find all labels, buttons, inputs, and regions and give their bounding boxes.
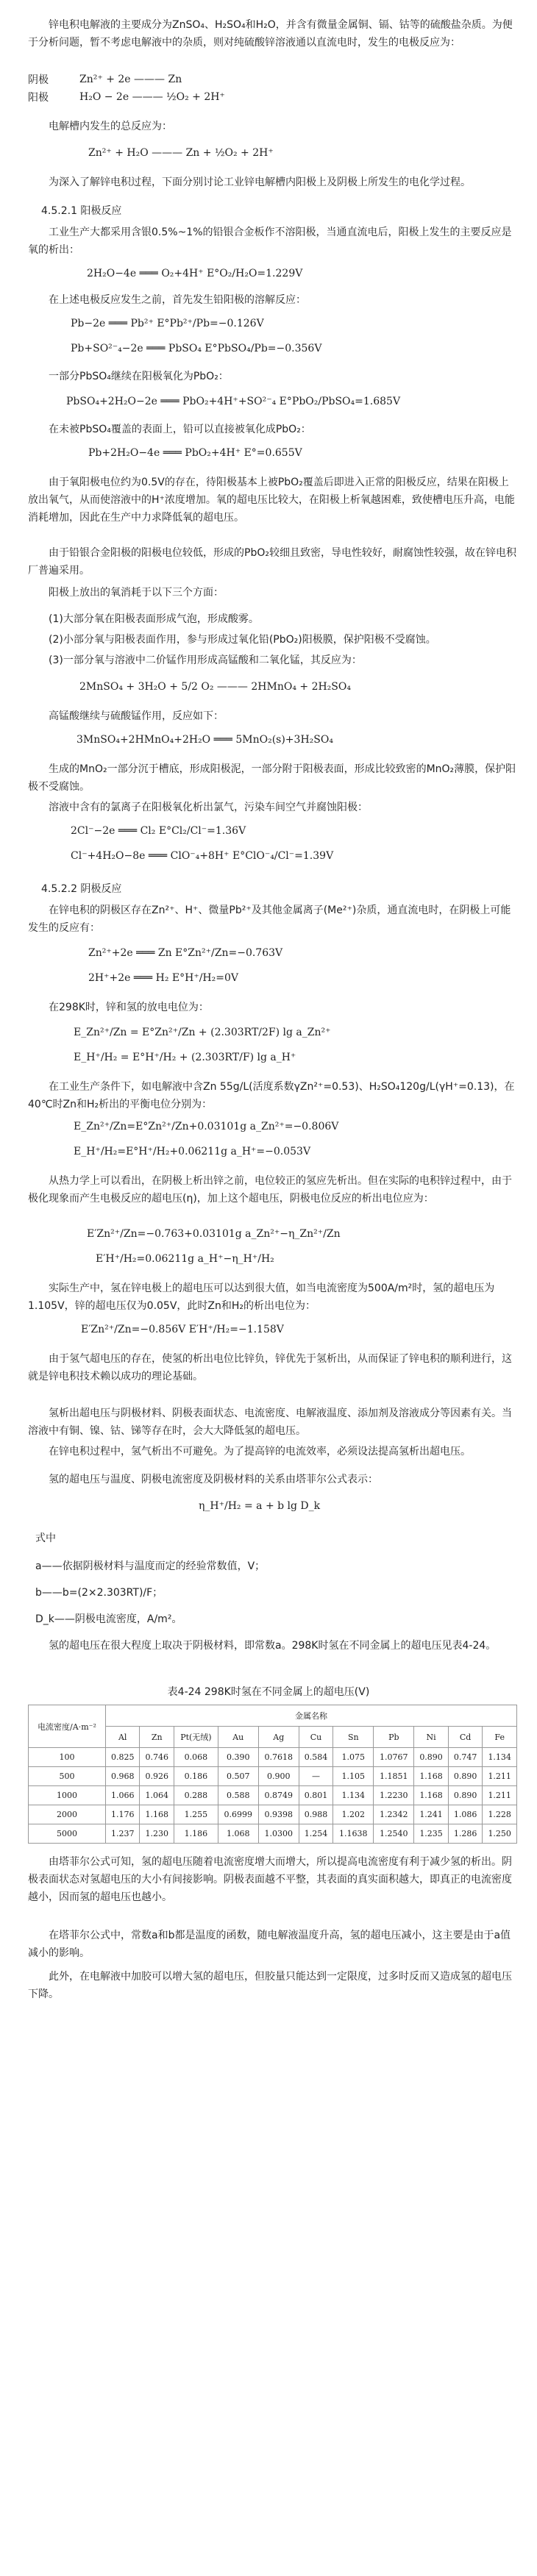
column-header-metal: Cu bbox=[299, 1727, 333, 1748]
table-cell-current-density: 500 bbox=[29, 1767, 106, 1786]
cathode-equation-4: E_H⁺/H₂ = E°H⁺/H₂ + (2.303RT/F) lg a_H⁺ bbox=[74, 1052, 296, 1063]
cathode-paragraph-8: 在锌电积过程中，氢气析出不可避免。为了提高锌的电流效率，必须设法提高氢析出超电压。 bbox=[49, 1446, 471, 1458]
table-cell-value: 0.6999 bbox=[218, 1805, 258, 1824]
table-cell-value: 1.202 bbox=[333, 1805, 374, 1824]
anode-equation-5: Pb+2H₂O−4e ═══ PbO₂+4H⁺ E°=0.655V bbox=[88, 447, 302, 459]
table-cell-value: 0.825 bbox=[105, 1748, 140, 1767]
table-row bbox=[29, 1767, 517, 1786]
cathode-paragraph-1: 在锌电积的阴极区存在Zn²⁺、H⁺、微量Pb²⁺及其他金属离子(Me²⁺)杂质，通直流电时，在阴极上可能发生的反应有： bbox=[28, 905, 511, 934]
column-header-metal: Sn bbox=[333, 1727, 374, 1748]
cathode-equation-7: E′Zn²⁺/Zn=−0.763+0.03101g a_Zn²⁺−η_Zn²⁺/Zn bbox=[87, 1228, 341, 1240]
column-header-metal: Au bbox=[218, 1727, 258, 1748]
definition-b: b——b=(2×2.303RT)/F； bbox=[35, 1587, 163, 1599]
total-reaction-equation: Zn²⁺ + H₂O ——— Zn + ½O₂ + 2H⁺ bbox=[88, 147, 274, 159]
table-cell-value: 1.237 bbox=[105, 1824, 140, 1844]
definition-a: a——依据阴极材料与温度而定的经验常数值，V； bbox=[35, 1560, 266, 1572]
section-heading-cathode: 4.5.2.2 阴极反应 bbox=[41, 883, 122, 895]
column-header-metal: Al bbox=[105, 1727, 140, 1748]
table-cell-value: 0.9398 bbox=[258, 1805, 299, 1824]
table-row bbox=[29, 1786, 517, 1805]
where-label: 式中 bbox=[35, 1533, 56, 1544]
table-cell-value: 1.105 bbox=[333, 1767, 374, 1786]
cathode-equation-3: E_Zn²⁺/Zn = E°Zn²⁺/Zn + (2.303RT/2F) lg a_Zn²⁺ bbox=[74, 1027, 331, 1038]
column-header-current-density: 电流密度/A·m⁻² bbox=[29, 1705, 106, 1748]
oxygen-use-item-3: (3)一部分氧与溶液中二价锰作用形成高锰酸和二氧化锰，其反应为： bbox=[49, 654, 362, 666]
table-cell-value: 0.288 bbox=[174, 1786, 218, 1805]
column-header-metal: Pt(无绒) bbox=[174, 1727, 218, 1748]
section-heading-anode: 4.5.2.1 阳极反应 bbox=[41, 205, 122, 217]
cathode-paragraph-6: 由于氢气超电压的存在，使氢的析出电位比锌负，锌优先于氢析出，从而保证了锌电积的顺利进行，这就是锌电积技术赖以成功的理论基础。 bbox=[28, 1353, 512, 1382]
cathode-equation-5: E_Zn²⁺/Zn=E°Zn²⁺/Zn+0.03101g a_Zn²⁺=−0.806V bbox=[74, 1121, 339, 1132]
cathode-paragraph-7: 氢析出超电压与阴极材料、阴极表面状态、电流密度、电解液温度、添加剂及溶液成分等因素有关。当溶液中有铜、镍、钴、锑等存在时，会大大降低氢的超电压。 bbox=[28, 1407, 512, 1437]
cathode-paragraph-5: 实际生产中，氢在锌电极上的超电压可以达到很大值，如当电流密度为500A/m²时，氢的超电压为1.105V，锌的超电压仅为0.05V，此时Zn和H₂的析出电位为： bbox=[28, 1282, 495, 1312]
anode-paragraph-4: 在未被PbSO₄覆盖的表面上，铅可以直接被氧化成PbO₂： bbox=[49, 424, 311, 435]
cathode-equation-9: E′Zn²⁺/Zn=−0.856V E′H⁺/H₂=−1.158V bbox=[81, 1324, 284, 1335]
table-cell-value: 1.168 bbox=[414, 1767, 449, 1786]
table-cell-value: 1.2342 bbox=[374, 1805, 414, 1824]
column-header-metal: Ag bbox=[258, 1727, 299, 1748]
table-cell-value: 1.2540 bbox=[374, 1824, 414, 1844]
table-cell-value: 1.064 bbox=[140, 1786, 174, 1805]
anode-equation-7: 3MnSO₄+2HMnO₄+2H₂O ═══ 5MnO₂(s)+3H₂SO₄ bbox=[77, 734, 333, 746]
anode-label: 阳极 bbox=[28, 92, 49, 104]
table-cell-value: 0.801 bbox=[299, 1786, 333, 1805]
table-cell-value: 1.1638 bbox=[333, 1824, 374, 1844]
electrode-reactions-box bbox=[28, 71, 234, 106]
anode-paragraph-3: 一部分PbSO₄继续在阳极氧化为PbO₂： bbox=[49, 371, 229, 382]
anode-equation-1: 2H₂O−4e ═══ O₂+4H⁺ E°O₂/H₂O=1.229V bbox=[87, 268, 303, 279]
table-cell-value: 0.068 bbox=[174, 1748, 218, 1767]
table-cell-value: 0.988 bbox=[299, 1805, 333, 1824]
table-cell-value: 1.068 bbox=[218, 1824, 258, 1844]
cathode-paragraph-10: 氢的超电压在很大程度上取决于阴极材料，即常数a。298K时氢在不同金属上的超电压见表4-24。 bbox=[49, 1640, 497, 1652]
table-cell-current-density: 100 bbox=[29, 1748, 106, 1767]
table-cell-current-density: 5000 bbox=[29, 1824, 106, 1844]
anode-equation-2: Pb−2e ═══ Pb²⁺ E°Pb²⁺/Pb=−0.126V bbox=[71, 318, 264, 329]
table-cell-value: 1.211 bbox=[483, 1786, 517, 1805]
table-cell-value: 0.890 bbox=[414, 1748, 449, 1767]
table-cell-value: 1.0300 bbox=[258, 1824, 299, 1844]
table-cell-value: 1.075 bbox=[333, 1748, 374, 1767]
cathode-equation-6: E_H⁺/H₂=E°H⁺/H₂+0.06211g a_H⁺=−0.053V bbox=[74, 1146, 311, 1157]
table-cell-value: 1.134 bbox=[483, 1748, 517, 1767]
anode-paragraph-1: 工业生产大都采用含银0.5%~1%的铅银合金板作不溶阳极，当通直流电后，阳极上发生的主要反应是氧的析出： bbox=[28, 226, 512, 256]
table-cell-value: 1.228 bbox=[483, 1805, 517, 1824]
anode-paragraph-8: 高锰酸继续与硫酸锰作用，反应如下： bbox=[49, 710, 224, 722]
table-cell-value: 0.390 bbox=[218, 1748, 258, 1767]
table-row bbox=[29, 1805, 517, 1824]
anode-paragraph-7: 阳极上放出的氧消耗于以下三个方面： bbox=[49, 587, 224, 599]
cathode-label: 阴极 bbox=[28, 74, 49, 86]
cathode-equation-8: E′H⁺/H₂=0.06211g a_H⁺−η_H⁺/H₂ bbox=[96, 1253, 274, 1265]
table-cell-value: 0.890 bbox=[448, 1767, 483, 1786]
table-cell-value: 1.286 bbox=[448, 1824, 483, 1844]
table-cell-value: 1.186 bbox=[174, 1824, 218, 1844]
closing-paragraph-3: 此外，在电解液中加胶可以增大氢的超电压，但胶量只能达到一定限度，过多时反而又造成氢的超电压下降。 bbox=[28, 1971, 512, 2000]
table-cell-value: 0.746 bbox=[140, 1748, 174, 1767]
column-group-header: 金属名称 bbox=[105, 1705, 516, 1727]
table-cell-value: 0.588 bbox=[218, 1786, 258, 1805]
table-cell-current-density: 2000 bbox=[29, 1805, 106, 1824]
table-cell-value: 1.255 bbox=[174, 1805, 218, 1824]
intro-paragraph: 锌电积电解液的主要成分为ZnSO₄、H₂SO₄和H₂O，并含有微量金属铜、镉、钴等的硫酸盐杂质。为便于分析问题，暂不考虑电解液中的杂质，则对纯硫酸锌溶液通以直流电时，发生的电极反应为： bbox=[28, 19, 513, 49]
total-reaction-intro: 电解槽内发生的总反应为： bbox=[49, 121, 172, 132]
table-cell-value: 1.176 bbox=[105, 1805, 140, 1824]
table-caption: 表4-24 298K时氢在不同金属上的超电压(V) bbox=[167, 1686, 370, 1698]
column-header-metal: Ni bbox=[414, 1727, 449, 1748]
intro-paragraph-2: 为深入了解锌电积过程，下面分别讨论工业锌电解槽内阳极上及阴极上所发生的电化学过程。 bbox=[49, 176, 471, 188]
oxygen-use-item-2: (2)小部分氧与阳极表面作用，参与形成过氧化铅(PbO₂)阳极膜，保护阳极不受腐蚀。 bbox=[49, 634, 436, 646]
table-cell-value: 1.250 bbox=[483, 1824, 517, 1844]
cathode-paragraph-9: 氢的超电压与温度、阴极电流密度及阴极材料的关系由塔菲尔公式表示： bbox=[49, 1474, 378, 1485]
table-cell-value: 1.168 bbox=[414, 1786, 449, 1805]
table-cell-value: 1.230 bbox=[140, 1824, 174, 1844]
table-cell-value: 0.747 bbox=[448, 1748, 483, 1767]
table-cell-value: 0.186 bbox=[174, 1767, 218, 1786]
anode-equation-4: PbSO₄+2H₂O−2e ═══ PbO₂+4H⁺+SO²⁻₄ E°PbO₂/PbSO₄=1.685V bbox=[66, 396, 401, 407]
table-cell-value: 1.0767 bbox=[374, 1748, 414, 1767]
column-header-metal: Pb bbox=[374, 1727, 414, 1748]
anode-paragraph-10: 溶液中含有的氯离子在阳极氧化析出氯气，污染车间空气并腐蚀阳极： bbox=[49, 802, 368, 813]
table-cell-value: 0.8749 bbox=[258, 1786, 299, 1805]
column-header-metal: Zn bbox=[140, 1727, 174, 1748]
cathode-equation: Zn²⁺ + 2e ——— Zn bbox=[79, 74, 182, 85]
table-cell-value: 1.086 bbox=[448, 1805, 483, 1824]
anode-paragraph-2: 在上述电极反应发生之前，首先发生铅阳极的溶解反应： bbox=[49, 294, 306, 306]
table-cell-value: 1.235 bbox=[414, 1824, 449, 1844]
table-cell-value: 1.241 bbox=[414, 1805, 449, 1824]
table-cell-value: 0.900 bbox=[258, 1767, 299, 1786]
anode-paragraph-5: 由于氧阳极电位约为0.5V的存在，待阳极基本上被PbO₂覆盖后即进入正常的阳极反应，结果在阳极上放出氧气，从而使溶液中的H⁺浓度增加。氧的超电压比较大，在阳极上析氧越困难，致使槽电压升高，电能消耗增加，因此在生产中力求降低氧的超电压。 bbox=[28, 477, 515, 524]
table-cell-value: 1.211 bbox=[483, 1767, 517, 1786]
cathode-paragraph-3: 在工业生产条件下，如电解液中含Zn 55g/L(活度系数γZn²⁺=0.53)、H₂SO₄120g/L(γH⁺=0.13)，在40℃时Zn和H₂析出的平衡电位分别为： bbox=[28, 1081, 515, 1110]
table-cell-value: 0.926 bbox=[140, 1767, 174, 1786]
table-cell-value: — bbox=[299, 1767, 333, 1786]
tafel-equation: η_H⁺/H₂ = a + b lg D_k bbox=[199, 1500, 321, 1512]
table-row bbox=[29, 1748, 517, 1767]
definition-dk: D_k——阴极电流密度，A/m²。 bbox=[35, 1613, 182, 1625]
table-cell-value: 0.507 bbox=[218, 1767, 258, 1786]
table-cell-current-density: 1000 bbox=[29, 1786, 106, 1805]
table-cell-value: 0.890 bbox=[448, 1786, 483, 1805]
column-header-metal: Cd bbox=[448, 1727, 483, 1748]
closing-paragraph-2: 在塔菲尔公式中，常数a和b都是温度的函数，随电解液温度升高，氢的超电压减小，这主要是由于a值减小的影响。 bbox=[28, 1930, 511, 1959]
table-cell-value: 0.7618 bbox=[258, 1748, 299, 1767]
table-row bbox=[29, 1824, 517, 1844]
overpotential-table bbox=[28, 1705, 517, 1844]
cathode-paragraph-2: 在298K时，锌和氢的放电电位为： bbox=[49, 1002, 209, 1013]
anode-paragraph-6: 由于铅银合金阳极的阳极电位较低，形成的PbO₂较细且致密，导电性较好，耐腐蚀性较强，故在锌电积厂普遍采用。 bbox=[28, 547, 516, 577]
table-cell-value: 0.584 bbox=[299, 1748, 333, 1767]
table-cell-value: 1.1851 bbox=[374, 1767, 414, 1786]
column-header-metal: Fe bbox=[483, 1727, 517, 1748]
cathode-paragraph-4: 从热力学上可以看出，在阴极上析出锌之前，电位较正的氢应先析出。但在实际的电积锌过程中，由于极化现象而产生电极反应的超电压(η)，加上这个超电压，阴极电位反应的析出电位应为： bbox=[28, 1175, 512, 1205]
anode-equation-3: Pb+SO²⁻₄−2e ═══ PbSO₄ E°PbSO₄/Pb=−0.356V bbox=[71, 343, 322, 354]
oxygen-use-item-1: (1)大部分氧在阳极表面形成气泡，形成酸雾。 bbox=[49, 613, 259, 625]
cathode-equation-2: 2H⁺+2e ═══ H₂ E°H⁺/H₂=0V bbox=[88, 972, 238, 984]
table-cell-value: 1.168 bbox=[140, 1805, 174, 1824]
anode-equation: H₂O − 2e ——— ½O₂ + 2H⁺ bbox=[79, 91, 225, 103]
table-cell-value: 0.968 bbox=[105, 1767, 140, 1786]
anode-equation-6: 2MnSO₄ + 3H₂O + 5/2 O₂ ——— 2HMnO₄ + 2H₂SO₄ bbox=[79, 681, 351, 693]
anode-paragraph-9: 生成的MnO₂一部分沉于槽底，形成阳极泥，一部分附于阳极表面，形成比较致密的MnO₂薄膜，保护阳极不受腐蚀。 bbox=[28, 763, 516, 793]
table-cell-value: 1.134 bbox=[333, 1786, 374, 1805]
cathode-equation-1: Zn²⁺+2e ═══ Zn E°Zn²⁺/Zn=−0.763V bbox=[88, 947, 283, 959]
table-cell-value: 1.066 bbox=[105, 1786, 140, 1805]
anode-equation-9: Cl⁻+4H₂O−8e ═══ ClO⁻₄+8H⁺ E°ClO⁻₄/Cl⁻=1.39V bbox=[71, 850, 334, 862]
anode-equation-8: 2Cl⁻−2e ═══ Cl₂ E°Cl₂/Cl⁻=1.36V bbox=[71, 825, 246, 837]
table-cell-value: 1.2230 bbox=[374, 1786, 414, 1805]
closing-paragraph-1: 由塔菲尔公式可知，氢的超电压随着电流密度增大而增大，所以提高电流密度有利于减少氢的析出。阴极表面状态对氢超电压的大小有间接影响。阴极表面越不平整，其表面的真实面积越大，即真正的电流密度越小，因而氢的超电压也越小。 bbox=[28, 1856, 512, 1903]
table-cell-value: 1.254 bbox=[299, 1824, 333, 1844]
